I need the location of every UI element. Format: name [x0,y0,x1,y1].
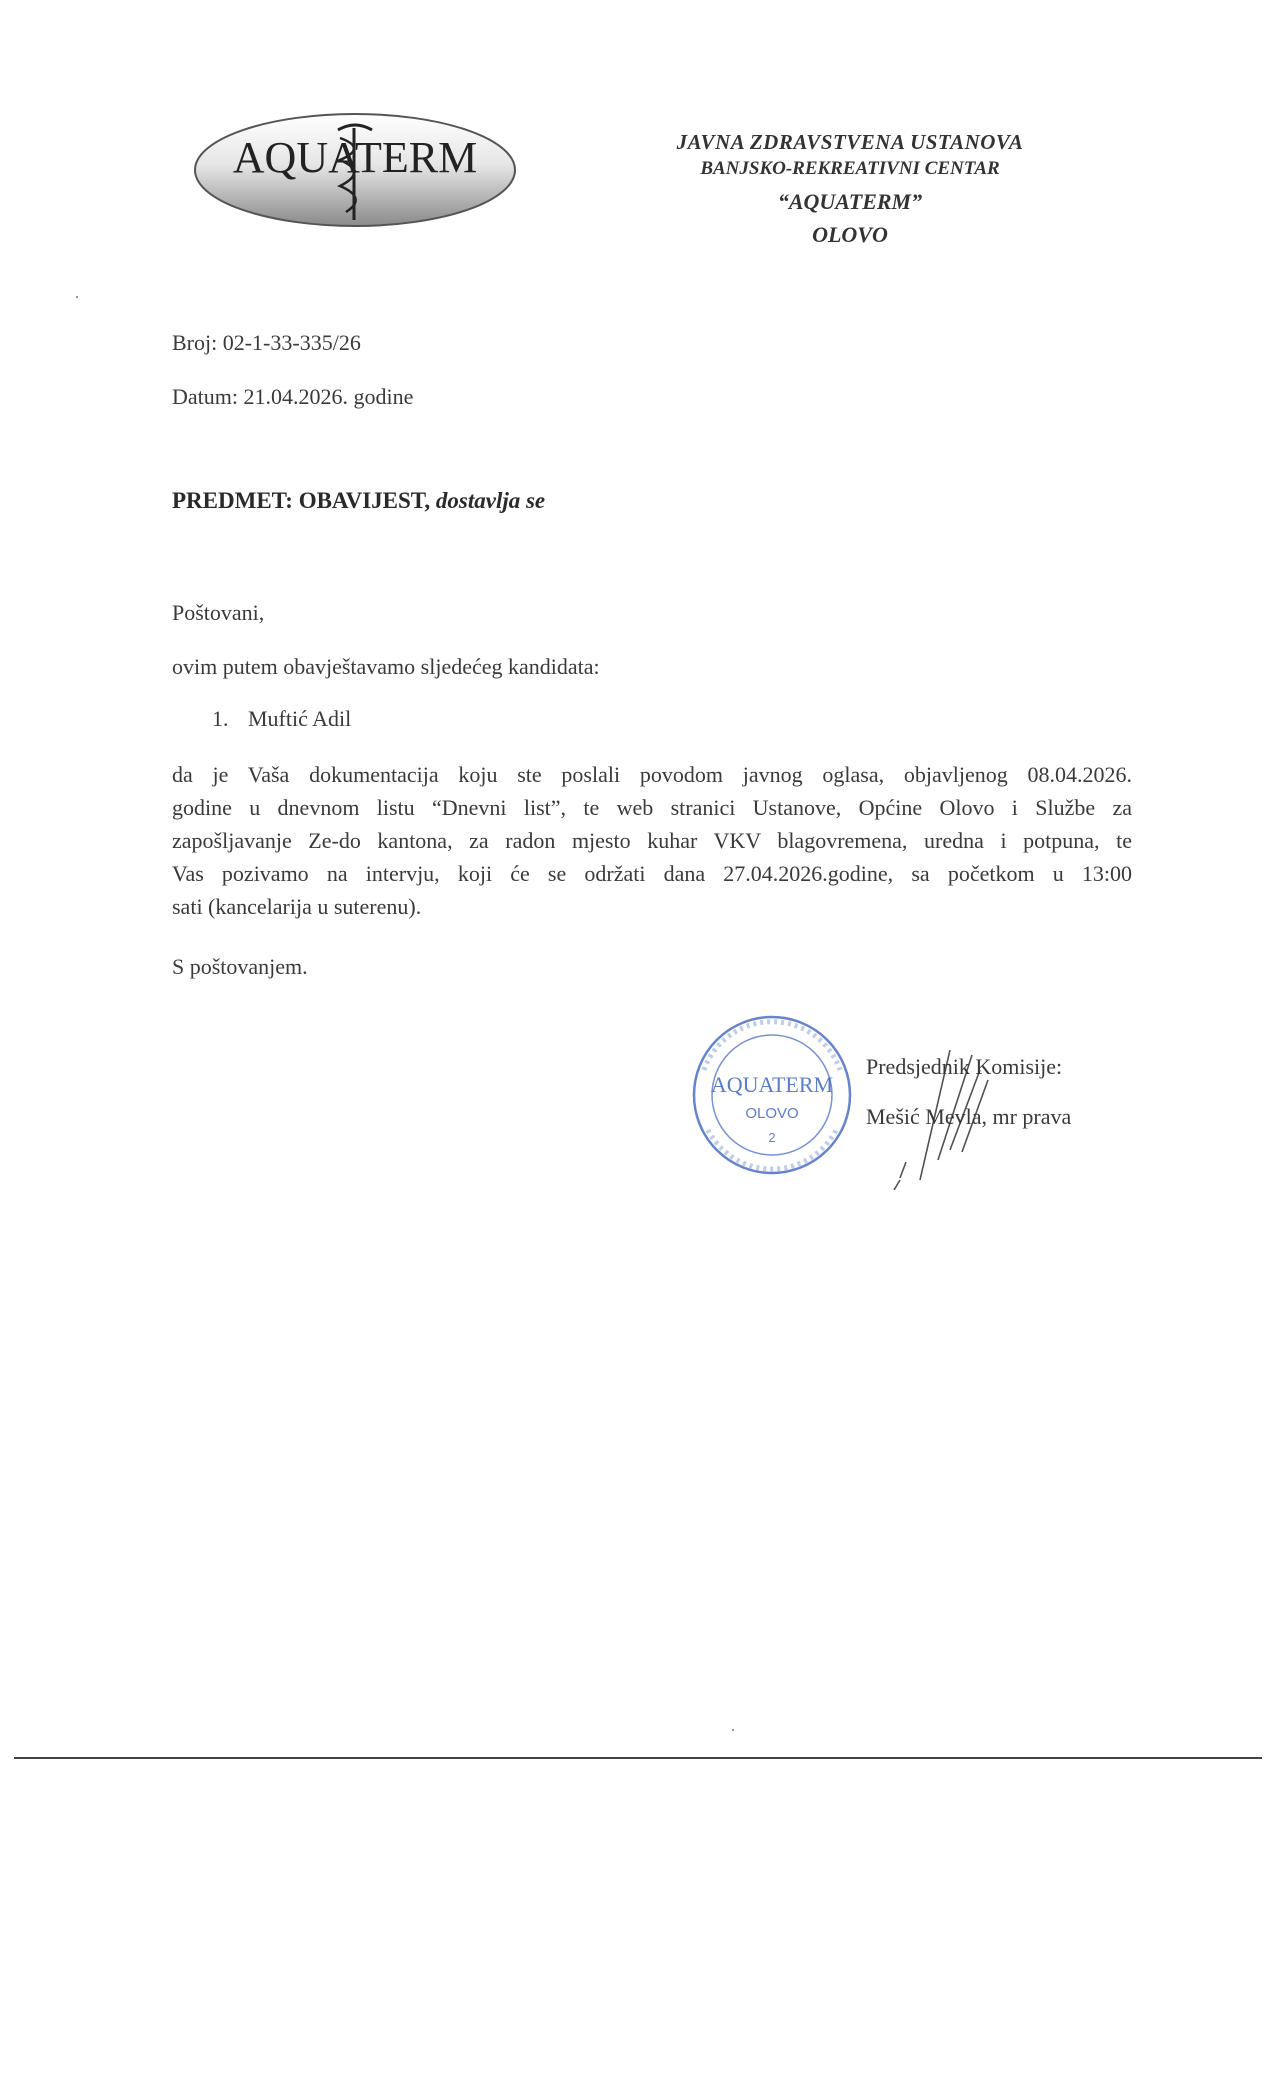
scan-speck [732,1729,734,1731]
aquaterm-logo [190,108,520,236]
paragraph-line: sati (kancelarija u suterenu). [172,894,422,919]
header-line1: JAVNA ZDRAVSTVENA USTANOVA [676,130,1024,154]
signature-title: Predsjednik Komisije: [866,1054,1063,1079]
footer-divider [14,1757,1262,1759]
svg-text:OLOVO: OLOVO [745,1105,799,1122]
header-line3: “AQUATERM” [777,189,923,214]
closing: S poštovanjem. [172,954,308,979]
scan-speck [76,296,78,298]
paragraph-line: Vas pozivamo na intervju, koji će se održati dana 27.04.2026.godine, sa početkom u 13:00 [172,861,1132,886]
reference-number: Broj: 02-1-33-335/26 [172,330,361,355]
subject-suffix: dostavlja se [435,488,546,513]
list-item [212,706,351,732]
paragraph-line: da je Vaša dokumentacija koju ste poslali povodom javnog oglasa, objavljenog 08.04.2026. [172,762,1132,787]
svg-text:AQUATERM: AQUATERM [710,1072,834,1097]
paragraph-line: zapošljavanje Ze-do kantona, za radon mjesto kuhar VKV blagovremena, uredna i potpuna, te [172,828,1132,853]
intro-text: ovim putem obavještavamo sljedećeg kandidata: [172,654,600,679]
header-line4: OLOVO [812,222,888,247]
paragraph-line: godine u dnevnom listu “Dnevni list”, te web stranici Ustanove, Općine Olovo i Službe za [172,795,1132,820]
subject-line [172,488,545,514]
main-paragraph [172,758,1132,923]
official-stamp [682,1010,862,1180]
document-date: Datum: 21.04.2026. godine [172,384,414,409]
svg-text:2: 2 [768,1130,776,1145]
subject-label: PREDMET: OBAVIJEST, [172,488,431,513]
candidate-name: Muftić Adil [248,706,352,731]
header-line2: BANJSKO-REKREATIVNI CENTAR [700,158,1000,179]
svg-text:AQUATERM: AQUATERM [232,133,478,182]
handwritten-signature [880,1040,1020,1190]
greeting: Poštovani, [172,600,265,625]
candidate-number: 1. [212,706,229,731]
institution-header [620,128,1080,250]
signature-name: Mešić Mevla, mr prava [866,1104,1072,1129]
